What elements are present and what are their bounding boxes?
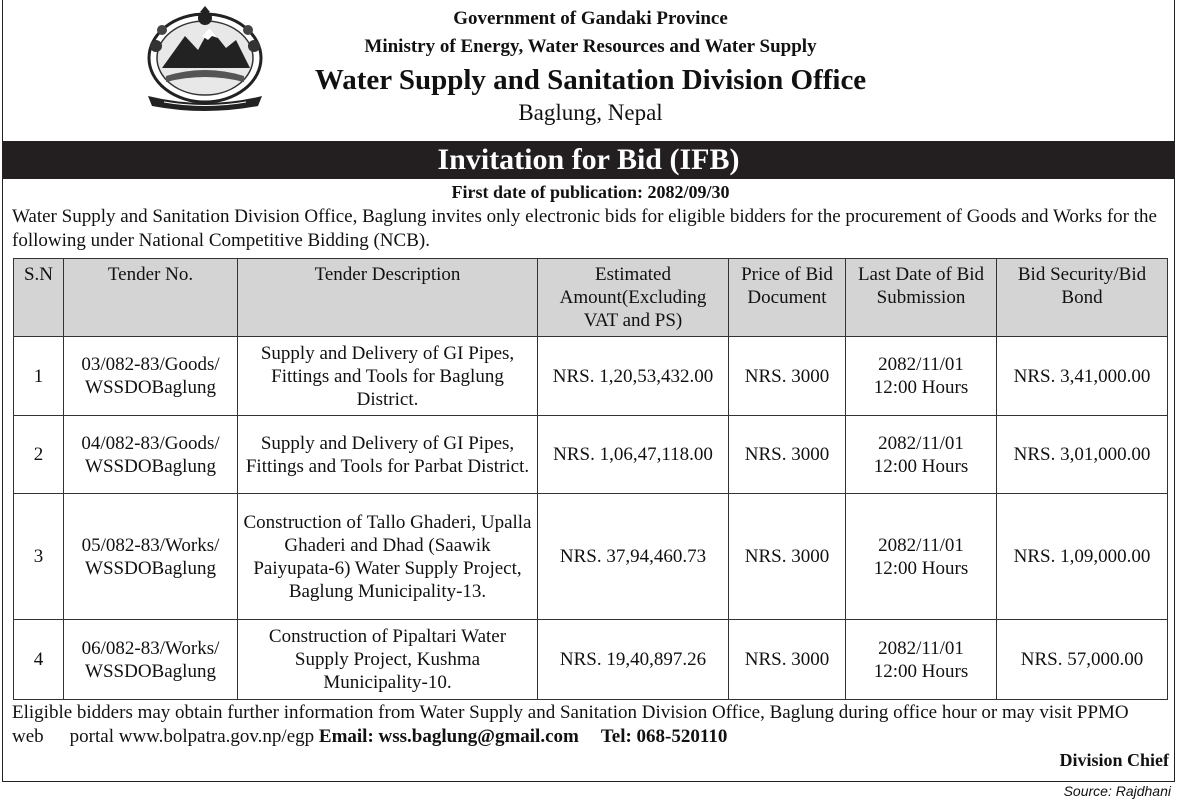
cell-sn: 2	[14, 416, 64, 494]
cell-description: Supply and Delivery of GI Pipes, Fittings and Tools for Baglung District.	[238, 337, 538, 416]
cell-doc-price: NRS. 3000	[729, 337, 846, 416]
cell-security: NRS. 3,41,000.00	[997, 337, 1168, 416]
email-link[interactable]: Email: wss.baglung@gmail.com	[318, 726, 579, 747]
last-time-value: 12:00 Hours	[873, 660, 969, 682]
ministry-name: Ministry of Energy, Water Resources and Water Supply	[364, 36, 817, 57]
cell-last-date	[846, 494, 997, 620]
cell-sn: 3	[14, 494, 64, 620]
last-time-value: 12:00 Hours	[873, 377, 969, 398]
header-tender-no: Tender No.	[64, 259, 238, 337]
cell-doc-price: NRS. 3000	[729, 494, 846, 620]
bid-table	[13, 258, 1168, 700]
cell-security: NRS. 3,01,000.00	[997, 416, 1168, 494]
cell-security: NRS. 1,09,000.00	[997, 494, 1168, 620]
signoff: Division Chief	[1059, 750, 1169, 770]
cell-security: NRS. 57,000.00	[997, 620, 1168, 700]
cell-last-date	[846, 620, 997, 700]
last-time-value: 12:00 Hours	[873, 557, 969, 579]
cell-description: Supply and Delivery of GI Pipes, Fittings and Tools for Parbat District.	[238, 416, 538, 494]
publication-date: First date of publication: 2082/09/30	[451, 182, 730, 202]
header-security: Bid Security/Bid Bond	[997, 259, 1168, 337]
cell-estimated-amount: NRS. 1,06,47,118.00	[538, 416, 729, 494]
cell-description: Construction of Pipaltari Water Supply Project, Kushma Municipality-10.	[238, 620, 538, 700]
intro-paragraph: Water Supply and Sanitation Division Office, Baglung invites only electronic bids for eligible bidders for the procurement of Goods and Works for the following under National Competitive Bidding (NCB).	[12, 206, 1157, 251]
notice-title: Invitation for Bid (IFB)	[2, 141, 1175, 179]
header-estimated-amount: Estimated Amount(Excluding VAT and PS)	[538, 259, 729, 337]
cell-doc-price: NRS. 3000	[729, 620, 846, 700]
cell-last-date	[846, 416, 997, 494]
cell-sn: 1	[14, 337, 64, 416]
cell-tender-no: 05/082-83/Works/ WSSDOBaglung	[64, 494, 238, 620]
header-sn: S.N	[14, 259, 64, 337]
cell-estimated-amount: NRS. 37,94,460.73	[538, 494, 729, 620]
cell-tender-no: 06/082-83/Works/ WSSDOBaglung	[64, 620, 238, 700]
cell-description: Construction of Tallo Ghaderi, Upalla Ghaderi and Dhad (Saawik Paiyupata-6) Water Supply Project, Baglung Municipality-13.	[238, 494, 538, 620]
last-date-value: 2082/11/01	[878, 534, 964, 556]
cell-last-date	[846, 337, 997, 416]
government-name: Government of Gandaki Province	[453, 8, 728, 29]
header-description: Tender Description	[238, 259, 538, 337]
portal-link[interactable]: portal www.bolpatra.gov.np/egp	[69, 726, 315, 747]
table-row	[14, 416, 1168, 494]
header-last-date: Last Date of Bid Submission	[846, 259, 997, 337]
last-time-value: 12:00 Hours	[873, 455, 969, 477]
table-row	[14, 620, 1168, 700]
last-date-value: 2082/11/01	[878, 637, 964, 659]
last-date-value: 2082/11/01	[878, 432, 964, 454]
footer-web-label: web	[12, 726, 44, 747]
telephone-number: Tel: 068-520110	[600, 726, 728, 747]
cell-tender-no: 03/082-83/Goods/ WSSDOBaglung	[64, 337, 238, 416]
header-doc-price: Price of Bid Document	[729, 259, 846, 337]
cell-tender-no: 04/082-83/Goods/ WSSDOBaglung	[64, 416, 238, 494]
office-location: Baglung, Nepal	[518, 100, 663, 125]
table-row	[14, 337, 1168, 416]
footer-info-line: Eligible bidders may obtain further information from Water Supply and Sanitation Division Office, Baglung during office hour or may visit PPMO	[12, 702, 1129, 723]
cell-estimated-amount: NRS. 19,40,897.26	[538, 620, 729, 700]
last-date-value: 2082/11/01	[878, 354, 964, 375]
table-header-row	[14, 259, 1168, 337]
footer-info	[12, 701, 1174, 749]
office-name: Water Supply and Sanitation Division Office	[314, 64, 867, 96]
table-row	[14, 494, 1168, 620]
cell-estimated-amount: NRS. 1,20,53,432.00	[538, 337, 729, 416]
cell-doc-price: NRS. 3000	[729, 416, 846, 494]
cell-sn: 4	[14, 620, 64, 700]
source-credit: Source: Rajdhani	[1063, 783, 1171, 799]
